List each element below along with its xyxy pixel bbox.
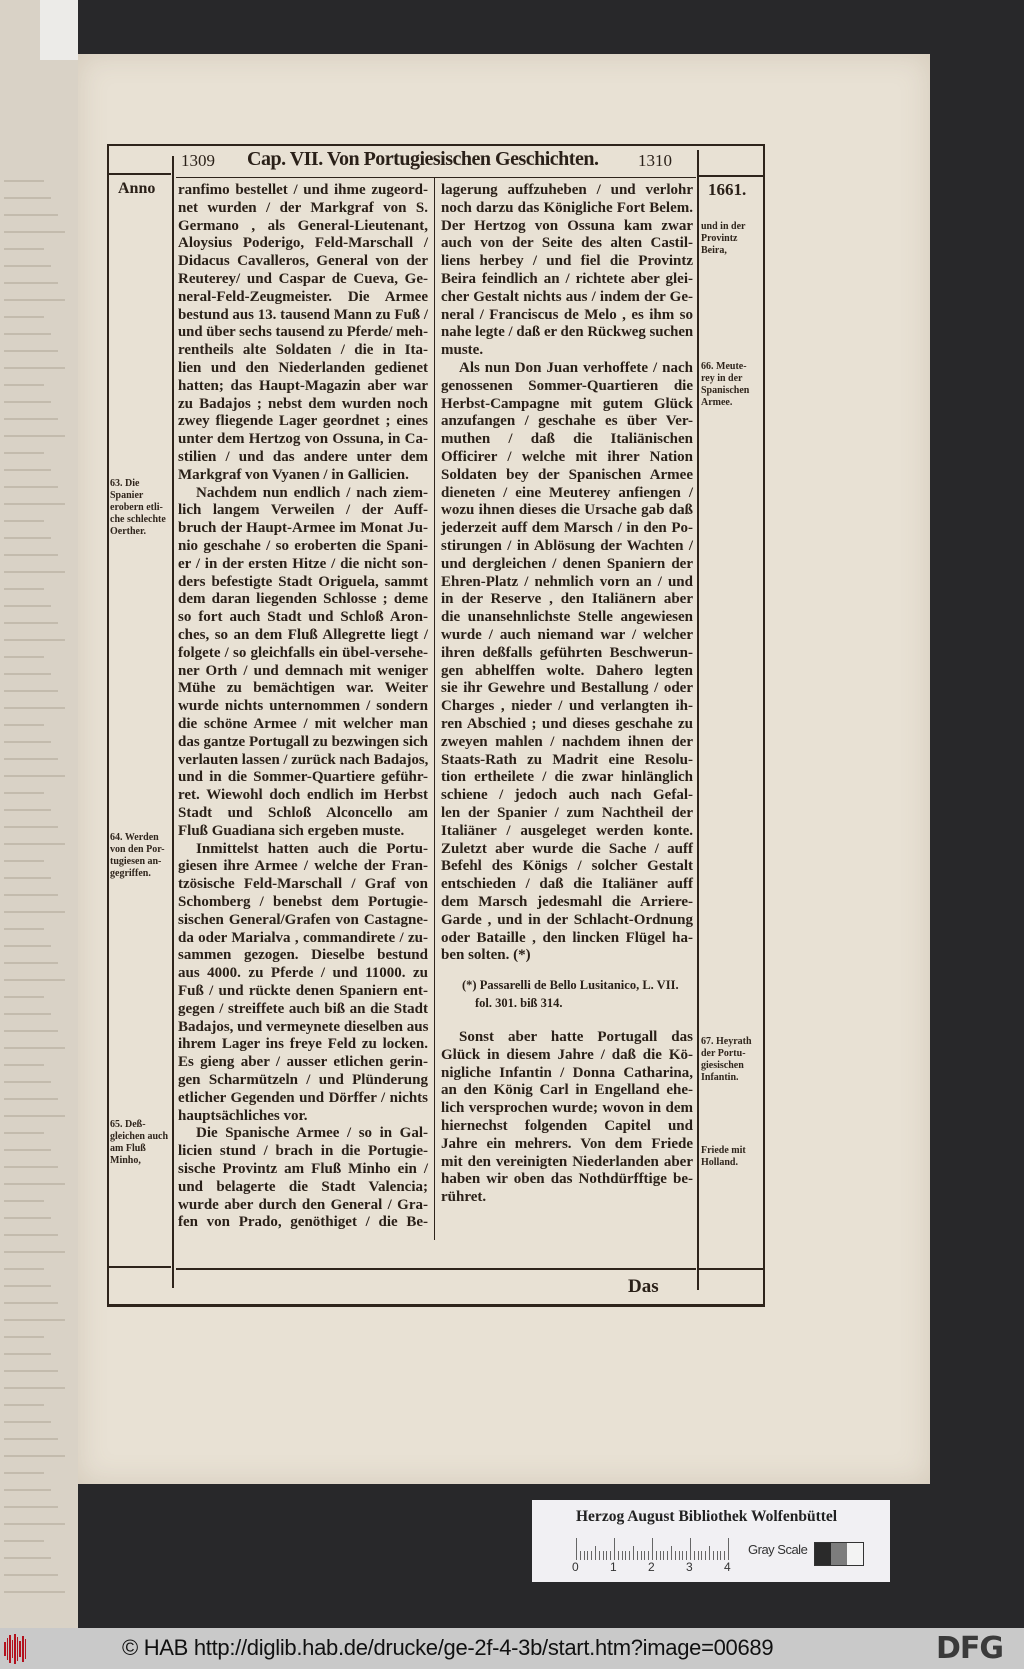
footer-link[interactable]: © HAB http://diglib.hab.de/drucke/ge-2f-4-3b/start.htm?image=00689 [122, 1635, 774, 1660]
text-line: neral-Feld-Zeugmeister. Die Armee [178, 288, 428, 305]
text-line: haben wir oben das Nothdürfftige be- [441, 1171, 693, 1188]
marginal-note-line: Spanier [110, 490, 144, 501]
text-line: Staats-Rath zu Madrit eine Resolu- [441, 751, 693, 768]
text-line: Markgraf von Vyanen / in Gallicien. [178, 466, 409, 483]
text-line: verlauten lassen / zurück nach Badajos, [178, 751, 429, 768]
text-line: tion ertheilete / die zwar hinlänglich [441, 769, 693, 786]
text-line: Inmittelst hatten auch die Portu- [196, 840, 428, 857]
text-line: nigliche Infantin / Donna Catharina, [441, 1064, 693, 1081]
text-line: wurde nichts unternommen / sondern [178, 698, 428, 715]
text-line: unter dem Hertzog von Ossuna, in Ca- [178, 431, 428, 448]
marginal-note-line: Infantin. [701, 1072, 739, 1083]
text-line: mit den vereinigten Niederlanden aber [441, 1153, 693, 1170]
text-line: und dergleichen / denen Spaniern der [441, 555, 693, 572]
running-title: Cap. VII. Von Portugiesischen Geschichten. [247, 148, 599, 170]
text-line: jederzeit auff dem Marsch / in den Po- [441, 520, 693, 537]
marginal-note-line: giesischen [701, 1060, 744, 1071]
library-name: Herzog August Bibliothek Wolfenbüttel [576, 1508, 838, 1525]
text-line: dem daran liegenden Schlosse ; deme [178, 591, 428, 608]
text-line: Beira feindlich an / richtete aber glei- [441, 271, 693, 287]
text-line: lich langem Verweilen / der Auff- [178, 502, 428, 519]
text-line: die schöne Armee / mit welcher man [178, 716, 428, 732]
text-line: muste. [441, 342, 484, 359]
text-line: rühret. [441, 1189, 487, 1206]
adjacent-page [0, 0, 78, 1628]
text-line: len der Spanier / zum Nachtheil der [441, 805, 693, 821]
text-line: ders befestigte Stadt Origuela, sammt [178, 573, 428, 590]
text-line: wurde aber durch den General / Gra- [178, 1196, 428, 1213]
text-line: sie ihr Gewehre und Bestallung / oder [441, 680, 693, 697]
library-label [532, 1500, 890, 1582]
text-line: so fort auch Stadt und Schloß Aron- [178, 609, 428, 626]
marginal-note-line: 67. Heyrath [701, 1036, 752, 1047]
text-line: sische Provintz am Fluß Minho ein / [178, 1161, 428, 1177]
text-line: Als nun Don Juan verhoffete / nach [459, 360, 693, 376]
text-line: ches, so an dem Fluß Allegrette liegt / [178, 627, 428, 643]
page-number-left: 1309 [181, 151, 215, 170]
text-line: und in die Sommer-Quartiere geführ- [178, 769, 428, 786]
catchword: Das [628, 1276, 659, 1297]
text-line: Nachdem nun endlich / nach ziem- [196, 484, 428, 501]
text-line: Ehren-Platz / nehmlich vorn an / und [441, 573, 693, 590]
text-line: Aloysius Poderigo, Feld-Marschall / [178, 235, 428, 252]
margin-year: 1661. [708, 180, 747, 199]
text-line: anzufangen / geschahe es über Ver- [441, 413, 693, 430]
text-line: zweyen mahlen / nachdem ihnen der [441, 733, 693, 750]
marginal-note [701, 221, 745, 257]
text-line: tzösische Feld-Marschall / Graf von [178, 876, 428, 893]
marginal-note-line: rey in der [701, 373, 743, 384]
text-line: hauptsächliches vor. [178, 1107, 308, 1124]
text-line: nio geschahe / so eroberten die Spani- [178, 538, 428, 554]
text-line: Officirer / welche mit ihrer Nation [441, 449, 693, 465]
marginal-note-line: Provintz [701, 233, 738, 244]
marginal-note [110, 832, 165, 880]
marginal-note-line: der Portu- [701, 1048, 746, 1059]
marginal-note [110, 1119, 168, 1167]
text-line: zu Badajos ; nebst dem wurden noch [178, 395, 428, 412]
text-line: sischen General/Grafen von Castagne- [178, 911, 428, 928]
text-line: entschieden / daß die Italiäner auff [441, 876, 693, 893]
text-line: folgete / so gleichfalls ein übel-versehe- [178, 644, 428, 661]
text-line: licien stund / brach in die Portugie- [178, 1143, 428, 1160]
gray-swatch [831, 1543, 847, 1565]
marginal-note-line: gegriffen. [110, 868, 151, 879]
text-line: hatten; das Haupt-Magazin aber war [178, 377, 428, 394]
footer-bar [0, 1628, 1024, 1669]
text-line: Fuß / und rückte denen Spaniern ent- [178, 983, 428, 999]
text-line: Die Spanische Armee / so in Gal- [196, 1125, 428, 1142]
text-line: und über sechs tausend zu Pferde/ meh- [178, 324, 428, 341]
text-line: Jahre ein mehrers. Von dem Friede [441, 1135, 693, 1152]
text-line: aus 4000. zu Pferde / und 11000. zu [178, 965, 428, 982]
scale-number: 4 [724, 1560, 731, 1574]
text-line: da oder Marialva , commandirete / zu- [178, 929, 428, 946]
marginal-note-line: che schlechte [110, 514, 166, 525]
text-line: schiene / jedoch auch nach Gefal- [441, 787, 693, 804]
text-line: gen Scharmützeln / und Plünderung [178, 1072, 428, 1088]
gray-scale-label: Gray Scale [748, 1542, 808, 1557]
text-line: und belagerte die Stadt Valencia; [178, 1178, 428, 1195]
marginal-note-line: 65. Deß- [110, 1119, 146, 1130]
marginal-note-line: und in der [701, 221, 746, 232]
marginal-note-line: 63. Die [110, 478, 140, 489]
text-line: an den König Carl in Engelland ehe- [441, 1082, 693, 1099]
text-line: Der Hertzog von Ossuna kam zwar [441, 217, 693, 234]
text-line: Charges , nieder / und verlangten ih- [441, 698, 693, 715]
text-line: net wurden / der Markgraf von S. [178, 199, 428, 216]
text-line: ret. Wiewohl doch endlich im Herbst [178, 787, 428, 804]
text-line: bestund aus 13. tausend Mann zu Fuß / [178, 306, 428, 323]
marginal-note [701, 1145, 746, 1169]
text-line: Mühe zu bemächtigen war. Weiter [178, 680, 428, 697]
dfg-logo: DFG [936, 1631, 1004, 1666]
text-line: Italiäner / ausgeleget werden konte. [441, 822, 693, 839]
text-line: fen von Prado, genöthiget / die Be- [178, 1214, 428, 1231]
text-line: Es gieng aber / ausser etlichen gerin- [178, 1054, 428, 1071]
ruler-scale [576, 1538, 732, 1560]
text-line: Befehl des Königs / solcher Gestalt [441, 858, 693, 875]
text-line: lich versprochen wurde; wovon in dem [441, 1100, 693, 1117]
marginal-note [110, 478, 166, 538]
hab-logo-icon [4, 1634, 26, 1664]
marginal-note-line: 66. Meute- [701, 361, 747, 372]
text-line: Stadt und Schloß Alconcello am [178, 805, 428, 821]
text-line: genossenen Sommer-Quartieren die [441, 377, 693, 394]
text-line: Reuterey/ und Caspar de Cueva, Ge- [178, 271, 428, 287]
text-line: ner Orth / und demnach mit weniger [178, 662, 428, 679]
text-line: bruch der Haupt-Armee im Monat Ju- [178, 520, 428, 537]
page-number-right: 1310 [638, 151, 672, 170]
marginal-note-line: tugiesen an- [110, 856, 162, 867]
footnote-line: (*) Passarelli de Bello Lusitanico, L. VII. [462, 978, 679, 992]
text-line: Schomberg / benebst dem Portugie- [178, 894, 428, 910]
gray-swatch [815, 1543, 831, 1565]
marginal-note-line: von den Por- [110, 844, 165, 855]
text-line: giesen ihre Armee / welche der Fran- [178, 858, 428, 875]
text-line: ihrem Lager ins freye Feld zu locken. [178, 1036, 428, 1053]
text-line: Sonst aber hatte Portugall das [459, 1029, 693, 1045]
text-line: muthen / daß die Italiänischen [441, 431, 693, 448]
text-line: noch darzu das Königliche Fort Belem. [441, 199, 693, 216]
marginal-note-line: Armee. [701, 397, 733, 408]
text-line: stirungen / in Ablösung der Wachten / [441, 538, 693, 554]
marginal-note-line: Minho, [110, 1155, 141, 1166]
text-line: ihren deßfalls geführten Beschwerun- [441, 644, 693, 661]
footnote-line: fol. 301. biß 314. [475, 996, 563, 1010]
gray-scale-swatches [814, 1542, 864, 1566]
marginal-note [701, 1036, 752, 1084]
text-line: sammen gezogen. Dieselbe bestund [178, 947, 428, 964]
text-line: wurde / auch niemand war / welcher [441, 627, 693, 643]
scale-number: 2 [648, 1560, 655, 1574]
text-line: zwey fliegende Lager geordnet ; eines [178, 413, 428, 430]
marginal-note-line: Beira, [701, 245, 727, 256]
text-line: lagerung auffzuheben / und verlohr [441, 182, 693, 198]
text-line: liens herbey / und fiel die Provintz [441, 253, 693, 270]
text-line: rentheils alte Soldaten / die in Ita- [178, 342, 428, 359]
scale-number: 0 [572, 1560, 579, 1574]
text-line: Soldaten bey der Spanischen Armee [441, 466, 693, 483]
text-line: wozu ihnen dieses die Ursache gab daß [441, 502, 693, 519]
text-line: lien und den Niederlanden gedienet [178, 360, 428, 376]
text-line: Germano , als General-Lieutenant, [178, 217, 428, 234]
adjacent-page-edge [40, 0, 78, 60]
marginal-note-line: am Fluß [110, 1143, 146, 1154]
marginal-note-line: Holland. [701, 1157, 738, 1168]
margin-anno: Anno [118, 180, 156, 197]
text-line: auch von der Seite des alten Castil- [441, 235, 693, 252]
marginal-note-line: erobern etli- [110, 502, 163, 513]
marginal-note-line: Spanischen [701, 385, 750, 396]
text-line: stilien / und das andere unter dem [178, 449, 428, 465]
text-line: Herbst-Campagne mit gutem Glück [441, 395, 693, 412]
text-line: er / in der ersten Hitze / die nicht son- [178, 555, 428, 572]
text-line: Didacus Cavalleros, General von der [178, 253, 428, 270]
text-line: die unansehnlichste Stelle angewiesen [441, 609, 693, 626]
text-line: hiernechst folgenden Capitel und [441, 1118, 693, 1134]
marginal-note-line: Friede mit [701, 1145, 746, 1156]
marginal-note-line: 64. Werden [110, 832, 159, 843]
text-line: gen abhelffen wolte. Dahero legten [441, 662, 693, 679]
marginal-note-line: gleichen auch [110, 1131, 169, 1142]
text-line: gegen / streiffete auch biß an die Stadt [178, 1000, 428, 1017]
marginal-note-line: Oerther. [110, 526, 147, 537]
text-line: das gantze Portugall zu bezwingen sich [178, 733, 428, 750]
text-line: Badajos, und vermeynete dieselben aus [178, 1018, 429, 1035]
text-line: oder Bataille , den lincken Flügel ha- [441, 929, 693, 946]
gray-swatch [847, 1543, 863, 1565]
text-line: neral / Franciscus de Melo , es ihm so [441, 306, 693, 323]
text-line: etlicher Gegenden und Dörffer / nichts [178, 1089, 428, 1106]
text-line: ren Abschied ; und dieses geschahe zu [441, 716, 693, 732]
text-line: in der Reserve , den Italiänern aber [441, 591, 693, 608]
text-line: Zuletzt aber wurde die Sache / auff [441, 840, 693, 857]
text-line: Garde , und in der Schlacht-Ordnung [441, 911, 693, 928]
text-line: cher Gestalt nichts aus / indem der Ge- [441, 288, 693, 305]
text-line: Glück in diesem Jahre / daß die Kö- [441, 1046, 693, 1063]
text-line: dem Marsch jedesmahl die Arriere- [441, 894, 693, 910]
marginal-note [701, 361, 749, 409]
scale-number: 3 [686, 1560, 693, 1574]
text-line: dieneten / eine Meuterey anfiengen / [441, 484, 693, 501]
text-line: ben solten. (*) [441, 947, 531, 964]
scale-number: 1 [610, 1560, 617, 1574]
text-line: nahe legte / daß er den Rückweg suchen [441, 324, 694, 341]
text-line: Fluß Guadiana sich ergeben muste. [178, 822, 405, 839]
text-line: ranfimo bestellet / und ihme zugeord- [178, 182, 428, 198]
